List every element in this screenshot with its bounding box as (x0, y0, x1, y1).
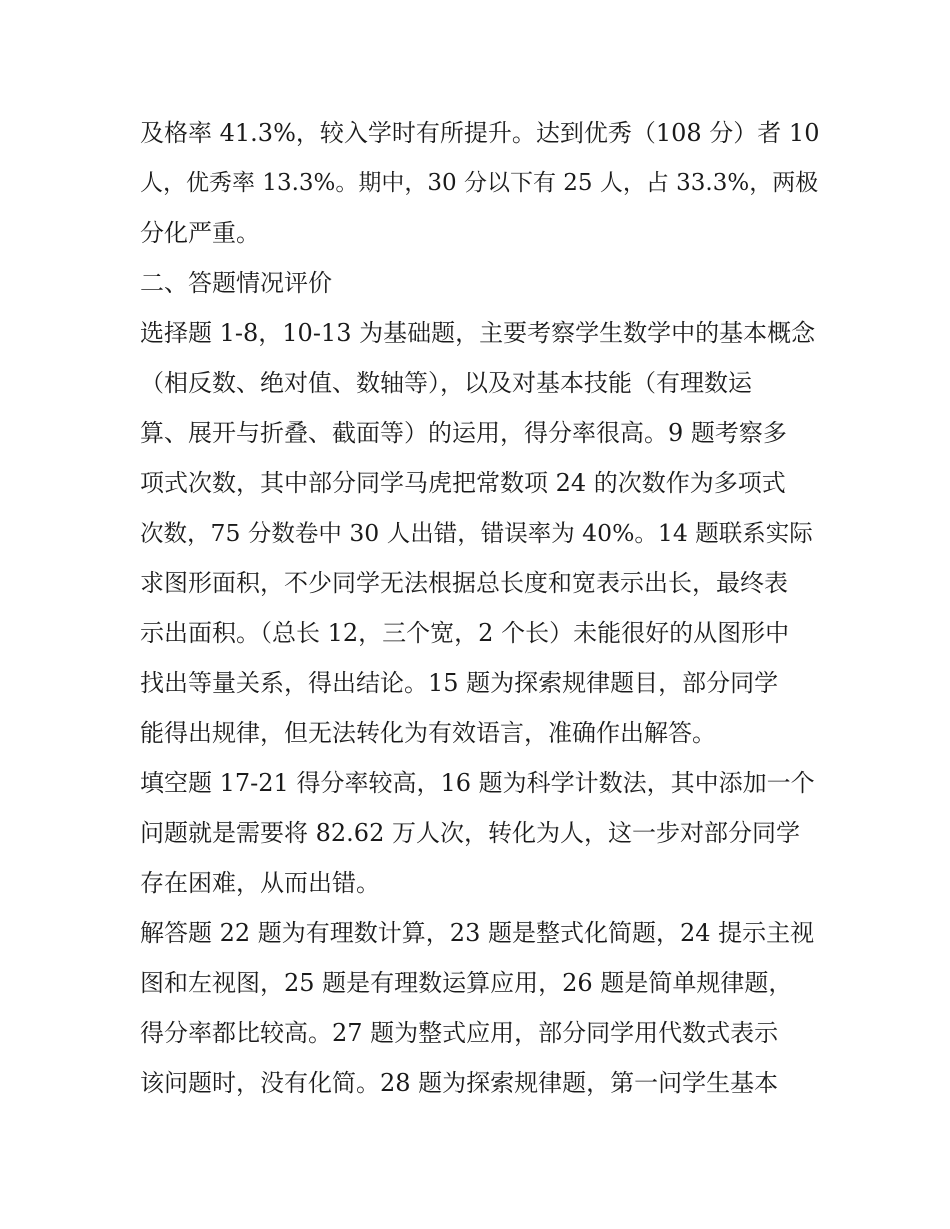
text-line: 得分率都比较高。27 题为整式应用，部分同学用代数式表示 (140, 1019, 779, 1047)
text-line: 求图形面积，不少同学无法根据总长度和宽表示出长，最终表 (140, 569, 788, 597)
text-line: 找出等量关系，得出结论。15 题为探索规律题目，部分同学 (140, 669, 779, 697)
text-line: 及格率 41.3%，较入学时有所提升。达到优秀（108 分）者 10 (140, 119, 820, 147)
text-line: 选择题 1-8，10-13 为基础题，主要考察学生数学中的基本概念 (140, 319, 816, 347)
text-line: （相反数、绝对值、数轴等），以及对基本技能（有理数运 (140, 369, 752, 397)
text-line: 解答题 22 题为有理数计算，23 题是整式化简题，24 提示主视 (140, 919, 815, 947)
text-line: 示出面积。（总长 12，三个宽，2 个长）未能很好的从图形中 (140, 619, 790, 647)
text-line: 能得出规律，但无法转化为有效语言，准确作出解答。 (140, 719, 716, 747)
text-line: 算、展开与折叠、截面等）的运用，得分率很高。9 题考察多 (140, 419, 787, 447)
text-line: 问题就是需要将 82.62 万人次，转化为人，这一步对部分同学 (140, 819, 800, 847)
document-body (140, 108, 820, 1108)
text-line: 填空题 17-21 得分率较高，16 题为科学计数法，其中添加一个 (140, 769, 815, 797)
text-line: 分化严重。 (140, 219, 260, 247)
text-line: 该问题时，没有化简。28 题为探索规律题，第一问学生基本 (140, 1069, 779, 1097)
text-line: 次数，75 分数卷中 30 人出错，错误率为 40%。14 题联系实际 (140, 519, 813, 547)
section-heading: 二、答题情况评价 (140, 269, 332, 297)
text-line: 人，优秀率 13.3%。期中，30 分以下有 25 人，占 33.3%，两极 (140, 170, 819, 196)
text-line: 项式次数，其中部分同学马虎把常数项 24 的次数作为多项式 (140, 469, 786, 497)
text-line: 图和左视图，25 题是有理数运算应用，26 题是简单规律题， (140, 969, 793, 997)
text-line: 存在困难，从而出错。 (140, 869, 380, 897)
